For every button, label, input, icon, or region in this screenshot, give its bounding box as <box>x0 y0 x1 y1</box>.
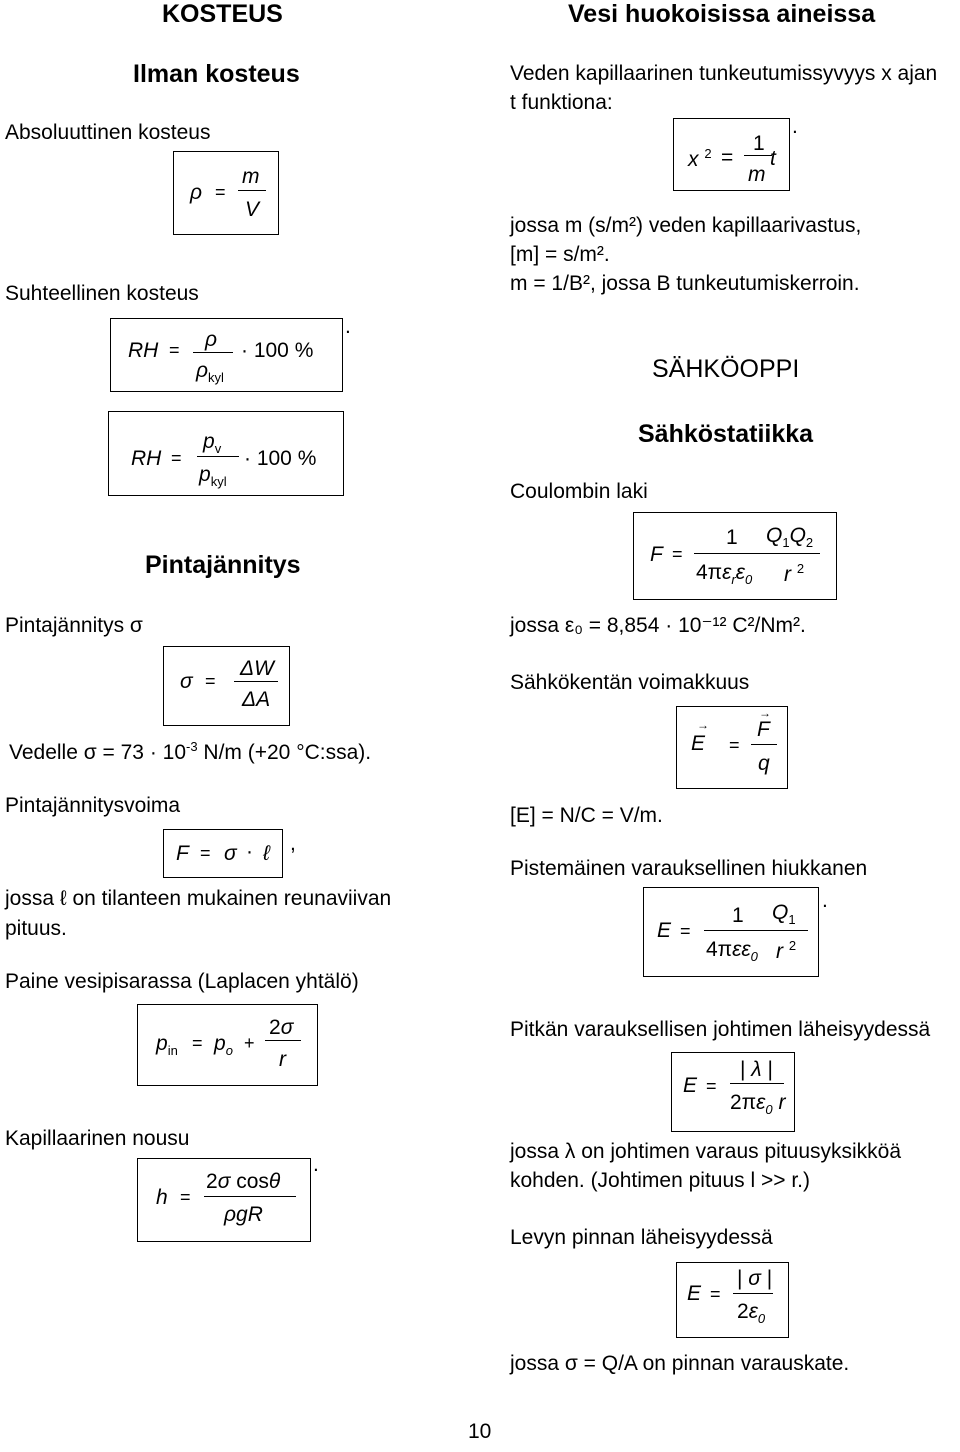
resistance-line1: jossa m (s/m²) veden kapillaarivastus, <box>510 214 862 237</box>
electric-field-label: Sähkökentän voimakkuus <box>510 671 750 694</box>
permittivity-line: jossa ε₀ = 8,854 · 10⁻¹² C²/Nm². <box>510 614 806 637</box>
surface-force-label: Pintajännitysvoima <box>5 794 181 817</box>
formula-capillary-rise: h = 2σ cosθ ρgR <box>137 1158 311 1242</box>
formula-surface-tension: σ = ΔW ΔA <box>163 646 290 726</box>
line-charge-label: Pitkän varauksellisen johtimen läheisyydessä <box>510 1018 931 1041</box>
plane-charge-label: Levyn pinnan läheisyydessä <box>510 1226 773 1249</box>
coulomb-law-label: Coulombin laki <box>510 480 648 503</box>
resistance-line2: [m] = s/m². <box>510 243 610 266</box>
line-charge-explanation-line1: jossa λ on johtimen varaus pituusyksikköä <box>510 1140 902 1163</box>
chapter-title: KOSTEUS <box>162 0 283 28</box>
formula-absolute-humidity: ρ = m V <box>173 151 279 235</box>
right-section-title: Vesi huokoisissa aineissa <box>568 0 876 28</box>
section-title-electrostatics: Sähköstatiikka <box>638 420 814 448</box>
penetration-intro-line1: Veden kapillaarinen tunkeutumissyvyys x ajan <box>510 62 938 85</box>
field-unit-line: [E] = N/C = V/m. <box>510 804 663 827</box>
resistance-line3: m = 1/B², jossa B tunkeutumiskerroin. <box>510 272 860 295</box>
capillary-rise-label: Kapillaarinen nousu <box>5 1127 190 1150</box>
water-surface-tension: Vedelle $\sigma = 73 \cdot 10^{-3}$ N/m (+20 °C:ssa). <box>9 739 372 764</box>
rel-humidity-label: Suhteellinen kosteus <box>5 282 199 305</box>
formula-coulomb-law: F = 1 $4\pi\varepsilon_r\varepsilon_0$ $Q_1Q_2$ r $^2$ <box>633 512 837 600</box>
force-explanation-line1: jossa ℓ on tilanteen mukainen reunaviivan <box>5 887 392 910</box>
section-title-surface-tension: Pintajännitys <box>145 551 301 579</box>
laplace-label: Paine vesipisarassa (Laplacen yhtälö) <box>5 970 359 993</box>
formula-relative-humidity-density: RH = ρ $\rho_{kyl}$ · 100 % <box>110 318 343 392</box>
force-explanation-line2: pituus. <box>5 917 67 940</box>
penetration-intro-line2: t funktiona: <box>510 91 613 114</box>
formula-penetration-depth: x $^2$ = 1 m t <box>673 118 790 191</box>
point-charge-label: Pistemäinen varauksellinen hiukkanen <box>510 857 868 880</box>
surface-tension-label: Pintajännitys σ <box>5 614 143 637</box>
formula-laplace: $p_{in}$ = $p_o$ + 2σ r <box>137 1004 318 1086</box>
page-number: 10 <box>468 1420 492 1443</box>
formula-relative-humidity-pressure: RH = $p_v$ $p_{kyl}$ · 100 % <box>108 411 344 496</box>
formula-point-charge-field: E = 1 4πεε$_0$ $Q_1$ r $^2$ <box>643 887 819 977</box>
chapter-title-electricity: SÄHKÖOPPI <box>652 355 800 383</box>
formula-plane-charge-field: E = | σ | $2\varepsilon_0$ <box>676 1262 789 1338</box>
surface-charge-line: jossa σ = Q/A on pinnan varauskate. <box>510 1352 850 1375</box>
formula-line-charge-field: E = | λ | $2\pi\varepsilon_0$ r <box>671 1052 795 1132</box>
formula-surface-force: F = σ · ℓ <box>163 829 283 878</box>
section-title-humidity: Ilman kosteus <box>133 60 300 88</box>
abs-humidity-label: Absoluuttinen kosteus <box>5 121 211 144</box>
formula-electric-field: E → = F → q <box>676 706 788 789</box>
line-charge-explanation-line2: kohden. (Johtimen pituus l >> r.) <box>510 1169 810 1192</box>
